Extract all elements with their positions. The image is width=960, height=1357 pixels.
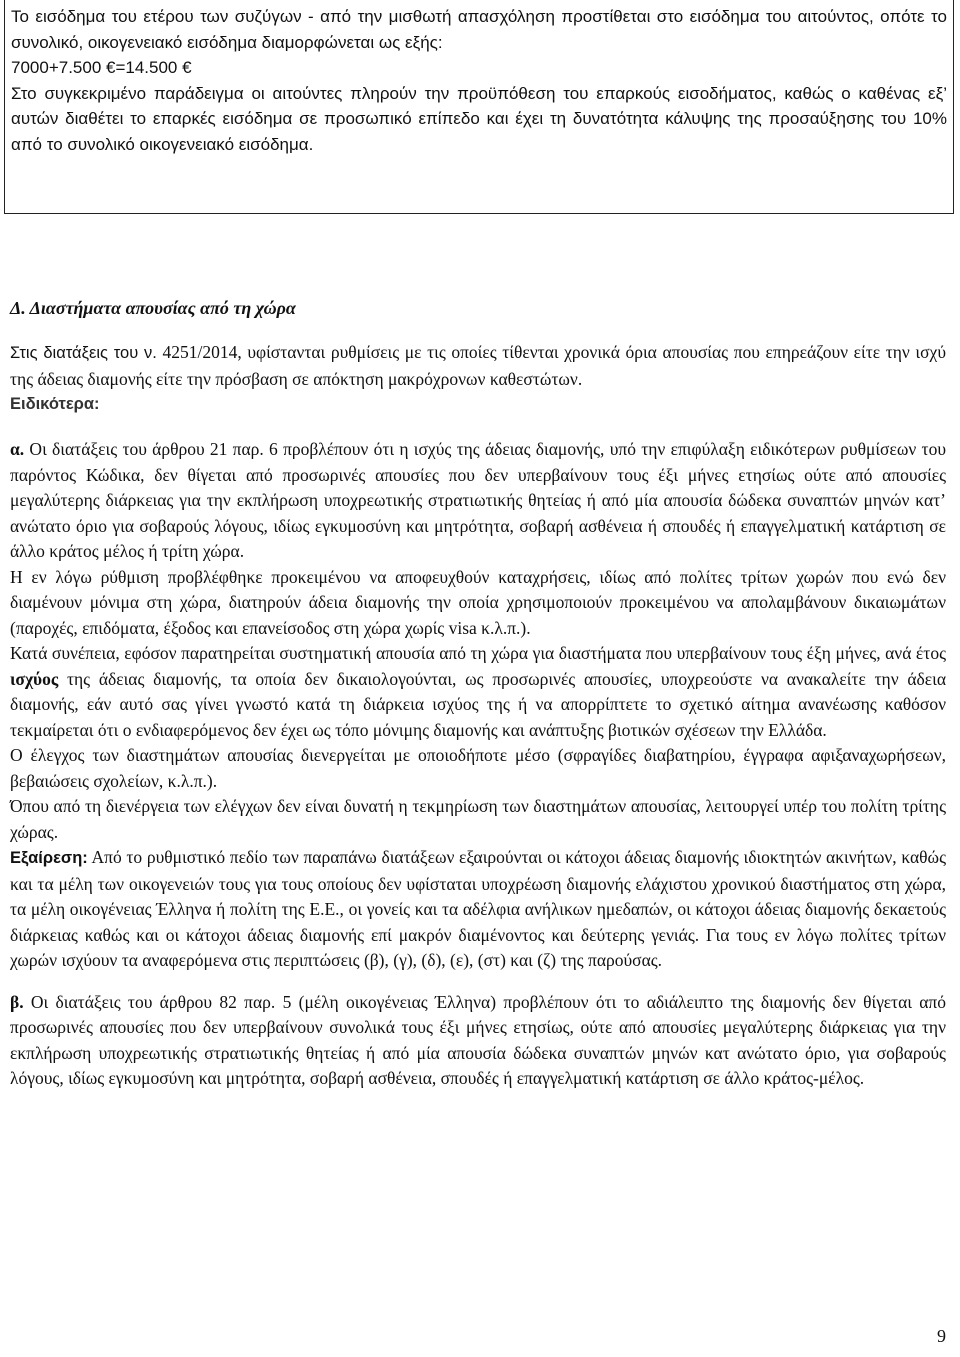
alpha-paragraph-1 [10, 437, 946, 565]
main-content [10, 295, 946, 1092]
exception-label: Εξαίρεση: [10, 849, 88, 867]
beta-paragraph [10, 990, 946, 1092]
exception-paragraph [10, 845, 946, 974]
alpha-paragraph-3 [10, 641, 946, 743]
exception-text: Από το ρυθμιστικό πεδίο των παραπάνω διατάξεων εξαιρούνται οι κάτοχοι άδειας διαμονής ιδιοκτητών ακινήτων, καθώς και τα μέλη των οικογενειών τους για τους οποίους δεν υφίσταται υποχρέωση διαμονής ελάχιστου χρονικού διαστήματος στη χώρα, τα μέλη οικογένειας Έλληνα ή πολίτη της Ε.Ε., οι γονείς και τα αδέλφια ανήλικων ημεδαπών, οι κάτοχοι άδειας διαμονής δεκαετούς διάρκειας καθώς και οι κάτοχοι άδειας διαμονής επί μακρόν διαμένοντος και δεύτερης γενιάς. Για τους εν λόγω πολίτες τρίτων χωρών ισχύουν τα αναφερόμενα στις περιπτώσεις (β), (γ), (δ), (ε), (στ) και (ζ) της παρούσας. [10, 847, 946, 970]
beta-label: β. [10, 991, 24, 1012]
box-paragraph-conclusion: Στο συγκεκριμένο παράδειγμα οι αιτούντες πληρούν την προϋπόθεση του επαρκούς εισοδήματος, καθώς ο καθένας εξ’ αυτών διαθέτει το επαρκές εισόδημα σε προσωπικό επίπεδο και έχει τη δυνατότητα κάλυψης της προσαύξησης του 10% από το συνολικό οικογενειακό εισόδημα. [11, 83, 947, 154]
specifically-label: Ειδικότερα: [10, 395, 100, 413]
alpha-paragraph-4: Ο έλεγχος των διαστημάτων απουσίας διενεργείται με οποιοδήποτε μέσο (σφραγίδες διαβατηρίου, έγγραφα αφιξαναχωρήσεων, βεβαιώσεις σχολείων, κ.λ.π.). [10, 745, 946, 791]
spacer [10, 974, 946, 990]
page-number: 9 [937, 1326, 946, 1346]
alpha-text-3a: Κατά συνέπεια, εφόσον παρατηρείται συστηματική απουσία από τη χώρα για διαστήματα που υπερβαίνουν τους έξη μήνες, ανά έτος [10, 643, 946, 663]
intro-rest-text: 4251/2014, υφίστανται ρυθμίσεις με τις οποίες τίθενται χρονικά όρια απουσίας που επηρεάζουν είτε την ισχύ της άδειας διαμονής είτε την πρόσβαση σε απόκτηση μακρόχρονων καθεστώτων. [10, 342, 946, 389]
example-box [4, 0, 954, 214]
alpha-text-3-bold: ισχύος [10, 668, 59, 689]
beta-text: Οι διατάξεις του άρθρου 82 παρ. 5 (μέλη οικογένειας Έλληνα) προβλέπουν ότι το αδιάλειπτο της διαμονής δεν θίγεται από προσωρινές απουσίες που δεν υπερβαίνουν συνολικά τους έξι μήνες ετησίως, ούτε από απουσίες μεγαλύτερης διάρκειας για την εκπλήρωση υποχρεωτικής στρατιωτικής θητείας ή από μία απουσία δώδεκα συναπτών μηνών κατ ανώτατο όριο, για σοβαρούς λόγους, ιδίως εγκυμοσύνη και μητρότητα, σοβαρή ασθένεια, σπουδές ή επαγγελματική κατάρτιση σε άλλο κράτος-μέλος. [10, 991, 946, 1088]
box-paragraph-sum: 7000+7.500 €=14.500 € [11, 58, 192, 77]
box-paragraph-income: Το εισόδημα του ετέρου των συζύγων - από την μισθωτή απασχόληση προστίθεται στο εισόδημα του αιτούντος, οπότε το συνολικό, οικογενειακό εισόδημα διαμορφώνεται ως εξής: [11, 7, 947, 52]
intro-sans-text: Στις διατάξεις του ν. [10, 344, 157, 362]
intro-paragraph [10, 340, 946, 392]
alpha-text-3b: της άδειας διαμονής, τα οποία δεν δικαιολογούνται, ως προσωρινές απουσίες, υποχρεούστε να ανακαλείτε την άδεια διαμονής, εάν αυτό σας γίνει γνωστό κατά τη διάρκεια ισχύος της ή να απορρίπτετε το σχετικό αίτημα ανανέωσης καθόσον τεκμαίρεται ότι ο ενδιαφερόμενος δεν έχει ως τόπο μόνιμης διαμονής και ανάπτυξης βιοτικών σχέσεων την Ελλάδα. [10, 668, 946, 740]
alpha-text-1: Οι διατάξεις του άρθρου 21 παρ. 6 προβλέπουν ότι η ισχύς της άδειας διαμονής, υπό την επιφύλαξη ειδικότερων ρυθμίσεων του παρόντος Κώδικα, δεν θίγεται από προσωρινές απουσίες που δεν υπερβαίνουν τους έξι μήνες ετησίως ούτε από απουσίες μεγαλύτερης διάρκειας για την εκπλήρωση υποχρεωτικής στρατιωτικής θητείας ή από μία απουσία δώδεκα συναπτών μηνών κατ’ ανώτατο όριο για σοβαρούς λόγους, ιδίως εγκυμοσύνη και μητρότητα, σοβαρή ασθένεια ή σπουδές ή επαγγελματική κατάρτιση σε άλλο κράτος μέλος ή τρίτη χώρα. [10, 439, 946, 561]
alpha-paragraph-5: Όπου από τη διενέργεια των ελέγχων δεν είναι δυνατή η τεκμηρίωση των διαστημάτων απουσίας, λειτουργεί υπέρ του πολίτη τρίτης χώρας. [10, 796, 946, 842]
alpha-paragraph-2: Η εν λόγω ρύθμιση προβλέφθηκε προκειμένου να αποφευχθούν καταχρήσεις, ιδίως από πολίτες τρίτων χωρών που ενώ δεν διαμένουν μόνιμα στη χώρα, διατηρούν άδεια διαμονής την οποία χρησιμοποιούν προκειμένου να απολαμβάνουν δικαιωμάτων (παροχές, επιδόματα, έξοδος και επανείσοδος στη χώρα χωρίς visa κ.λ.π.). [10, 566, 946, 638]
alpha-label: α. [10, 439, 25, 459]
section-heading: Δ. Διαστήματα απουσίας από τη χώρα [10, 298, 296, 318]
